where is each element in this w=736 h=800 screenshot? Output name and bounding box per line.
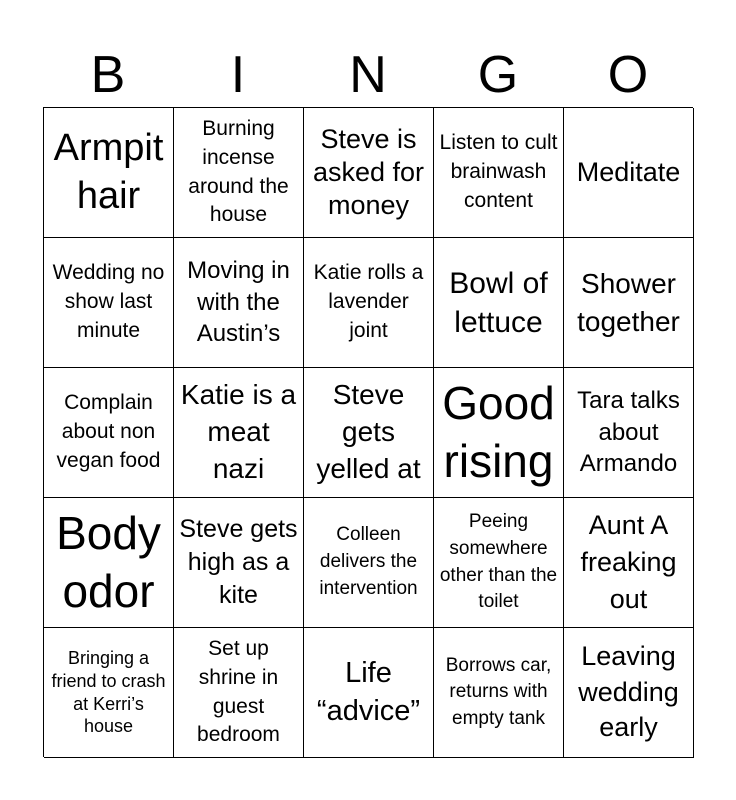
bingo-cell-r1-c3[interactable] xyxy=(434,238,564,368)
bingo-cell-r3-c1[interactable] xyxy=(174,498,304,628)
bingo-cell-text: Body odor xyxy=(56,507,161,617)
bingo-cell-text: Bringing a friend to crash at Kerri’s house xyxy=(51,647,166,737)
bingo-cell-text: Colleen delivers the intervention xyxy=(319,524,418,599)
bingo-cell-r1-c4[interactable] xyxy=(564,238,694,368)
bingo-header xyxy=(43,45,693,105)
bingo-cell-text: Moving in with the Austin’s xyxy=(187,256,290,348)
bingo-cell-r4-c1[interactable] xyxy=(174,628,304,758)
bingo-cell-text: Complain about non vegan food xyxy=(56,391,161,472)
bingo-cell-text: Burning incense around the house xyxy=(188,116,289,227)
bingo-cell-r3-c3[interactable] xyxy=(434,498,564,628)
bingo-cell-text: Shower together xyxy=(577,268,680,337)
header-letter-i: I xyxy=(230,46,246,104)
bingo-cell-r4-c3[interactable] xyxy=(434,628,564,758)
bingo-cell-r0-c1[interactable] xyxy=(174,108,304,238)
bingo-cell-text: Armpit hair xyxy=(53,127,164,217)
bingo-cell-text: Bowl of lettuce xyxy=(449,266,548,339)
bingo-cell-r3-c2[interactable] xyxy=(304,498,434,628)
header-letter-o: O xyxy=(607,46,649,104)
bingo-cell-text: Set up shrine in guest bedroom xyxy=(197,636,280,747)
bingo-cell-r1-c0[interactable] xyxy=(44,238,174,368)
header-letter-n: N xyxy=(349,46,387,104)
bingo-cell-r2-c1[interactable] xyxy=(174,368,304,498)
bingo-cell-text: Steve gets yelled at xyxy=(316,379,421,484)
bingo-cell-r0-c2[interactable] xyxy=(304,108,434,238)
bingo-cell-r0-c3[interactable] xyxy=(434,108,564,238)
bingo-cell-r2-c4[interactable] xyxy=(564,368,694,498)
bingo-cell-r0-c4[interactable] xyxy=(564,108,694,238)
bingo-cell-r2-c0[interactable] xyxy=(44,368,174,498)
bingo-cell-text: Life “advice” xyxy=(316,656,421,727)
bingo-cell-text: Wedding no show last minute xyxy=(52,261,165,342)
bingo-cell-text: Katie rolls a lavender joint xyxy=(313,261,424,342)
bingo-cell-text: Steve is asked for money xyxy=(312,124,425,220)
bingo-cell-text: Steve gets high as a kite xyxy=(179,515,298,609)
bingo-cell-r4-c4[interactable] xyxy=(564,628,694,758)
bingo-cell-r1-c2[interactable] xyxy=(304,238,434,368)
bingo-cell-text: Katie is a meat nazi xyxy=(180,379,297,484)
header-letter-g: G xyxy=(477,46,519,104)
bingo-cell-r0-c0[interactable] xyxy=(44,108,174,238)
bingo-cell-text: Aunt A freaking out xyxy=(580,509,677,615)
header-letter-b: B xyxy=(90,46,126,104)
bingo-cell-r1-c1[interactable] xyxy=(174,238,304,368)
bingo-cell-r4-c0[interactable] xyxy=(44,628,174,758)
bingo-cell-text: Tara talks about Armando xyxy=(577,386,680,478)
bingo-cell-text: Meditate xyxy=(576,156,681,187)
bingo-cell-r2-c2[interactable] xyxy=(304,368,434,498)
bingo-cell-r2-c3[interactable] xyxy=(434,368,564,498)
bingo-cell-r3-c4[interactable] xyxy=(564,498,694,628)
bingo-cell-text: Listen to cult brainwash content xyxy=(439,131,558,212)
bingo-grid xyxy=(43,107,693,757)
bingo-cell-text: Leaving wedding early xyxy=(578,640,679,743)
bingo-cell-text: Peeing somewhere other than the toilet xyxy=(439,510,558,613)
bingo-cell-text: Borrows car, returns with empty tank xyxy=(445,655,552,729)
bingo-cell-text: Good rising xyxy=(442,377,555,487)
bingo-cell-r4-c2[interactable] xyxy=(304,628,434,758)
bingo-cell-r3-c0[interactable] xyxy=(44,498,174,628)
